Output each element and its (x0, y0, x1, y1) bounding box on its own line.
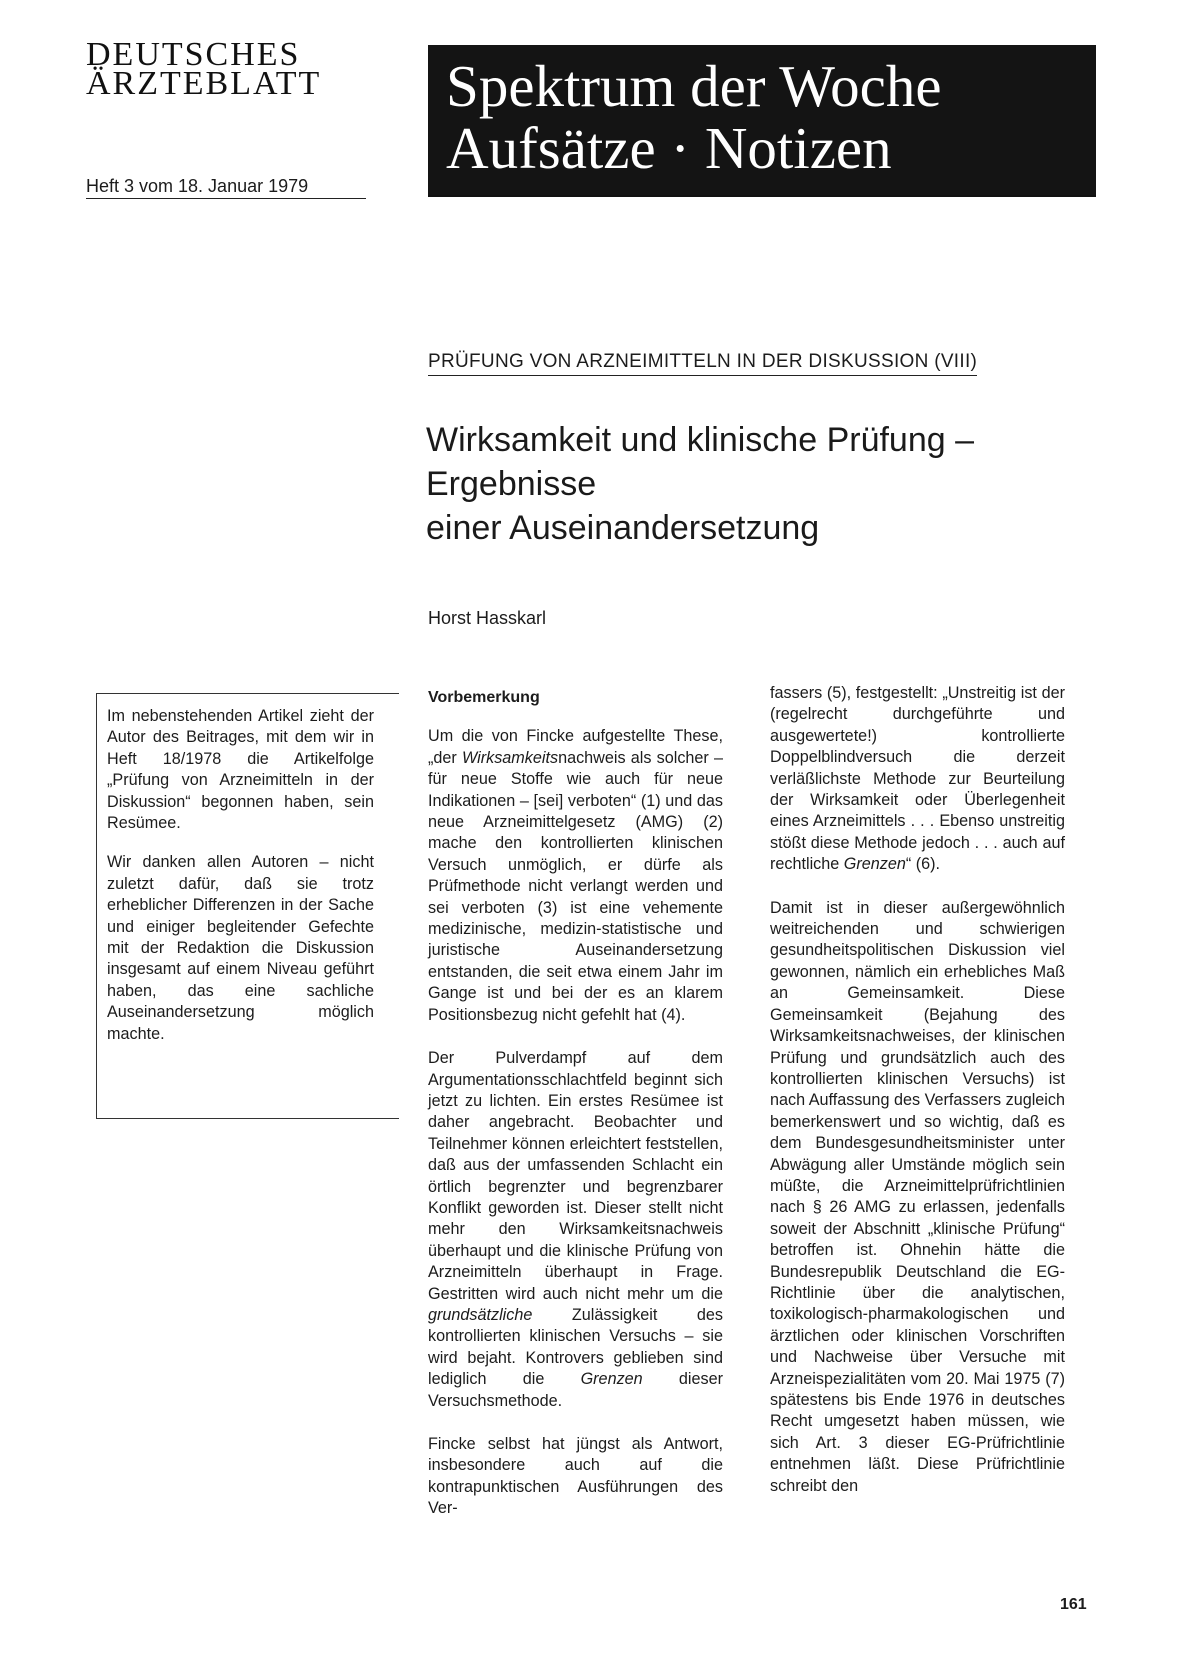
section-subhead: Vorbemerkung (428, 689, 540, 706)
page-number: 161 (1060, 1596, 1087, 1613)
banner-line-1: Spektrum der Woche (446, 53, 942, 119)
italic-text: Grenzen (580, 1370, 643, 1389)
headline-line-3: einer Auseinandersetzung (426, 509, 820, 547)
body-paragraph (770, 683, 1065, 876)
italic-text: Grenzen (843, 855, 906, 874)
article-column-right (770, 683, 1065, 1519)
section-banner (428, 45, 1096, 195)
editorial-note-paragraph-1: Im nebenstehenden Artikel zieht der Autor des Beitrages, mit dem wir in Heft 18/1978 die Artikelfolge „Prüfung von Arzneimitteln in der Diskussion“ begonnen haben, sein Resümee. (107, 707, 374, 833)
banner-line-2: Aufsätze · Notizen (446, 115, 892, 181)
body-paragraph (428, 726, 723, 1026)
body-paragraph: Fincke selbst hat jüngst als Antwort, insbesondere auch auf die kontrapunktischen Ausführungen des Ver- (428, 1435, 723, 1518)
series-title: PRÜFUNG VON ARZNEIMITTELN IN DER DISKUSSION (VIII) (428, 351, 977, 376)
italic-text: grundsätzliche (428, 1305, 533, 1324)
masthead-line-2: ÄRZTEBLATT (86, 65, 322, 102)
headline-line-2: Ergebnisse (426, 465, 597, 503)
text-run: fassers (5), festgestellt: „Unstreitig ist der (regelrecht durchgeführte und ausgewertete!) kontrollierte Doppelblindversuch die derzeit verläßlichste Methode zur Beurteilung der Wirksamkeit oder Überlegenheit eines Arzneimittels . . . Ebenso unstreitig stößt diese Methode jedoch . . . auch auf rechtliche (770, 684, 1065, 874)
editorial-note (107, 706, 374, 1063)
italic-text: Wirksamkeits (461, 748, 559, 767)
author-name: Horst Hasskarl (428, 608, 547, 628)
masthead-line-1: DEUTSCHES (86, 36, 301, 73)
text-run: “ (6). (905, 855, 941, 874)
editorial-note-paragraph-2: Wir danken allen Autoren – nicht zuletzt dafür, daß sie trotz erheblicher Differenzen in der Sache und einiger begleitender Gefechte mit der Redaktion die Diskussion insgesamt auf einem Niveau geführt haben, das eine sachliche Auseinandersetzung möglich machte. (107, 853, 374, 1043)
journal-masthead (86, 36, 322, 102)
headline-line-1: Wirksamkeit und klinische Prüfung – (426, 421, 975, 459)
issue-date: Heft 3 vom 18. Januar 1979 (86, 176, 309, 196)
body-paragraph: Damit ist in dieser außergewöhnlich weitreichenden und schwierigen gesundheitspolitischen Diskussion viel gewonnen, nämlich ein erhebliches Maß an Gemeinsamkeit. Diese Gemeinsamkeit (Bejahung des Wirksamkeitsnachweises, der klinischen Prüfung und grundsätzlich auch des kontrollierten klinischen Versuchs) ist nach Auffassung des Verfassers zugleich bemerkenswert und so wichtig, daß es dem Bundesgesundheitsminister unter Abwägung aller Umstände möglich sein müßte, die Arzneimittelprüfrichtlinien nach § 26 AMG zu erlassen, jedenfalls soweit der Abschnitt „klinische Prüfung“ betroffen ist. Ohnehin hätte die Bundesrepublik Deutschland die EG-Richtlinie über die analytischen, toxikologisch-pharmakologischen und ärztlichen oder klinischen Vorschriften und Nachweise über Versuche mit Arzneispezialitäten vom 20. Mai 1975 (7) spätestens bis Ende 1976 in deutsches Recht umgesetzt haben müssen, wie sich Art. 3 dieser EG-Prüfrichtlinie entnehmen läßt. Diese Prüfrichtlinie schreibt den (770, 898, 1065, 1495)
text-run: dieser Versuchsmethode. (428, 1370, 723, 1410)
header-rule-left (86, 198, 366, 199)
body-paragraph (428, 1048, 723, 1412)
header-rule-right (428, 195, 1096, 197)
article-headline (426, 418, 1106, 550)
text-run: nachweis als solcher – für neue Stoffe wie auch für neue Indikationen – [sei] verboten“ (1) und das neue Arzneimittelgesetz (AMG) (2) mache den kontrollierten klinischen Versuch unmöglich, er dürfe als Prüfmethode nicht verlangt werden und sei verboten (3) ist eine vehemente medizinische, medizin-statistische und juristische Auseinandersetzung entstanden, die seit etwa einem Jahr im Gange ist und bei der es an klarem Positionsbezug nicht gefehlt hat (4). (428, 748, 723, 1024)
article-column-middle (428, 687, 723, 1542)
text-run: Um die von Fincke aufgestellte These, „der (428, 727, 723, 767)
text-run: Zulässigkeit des kontrollierten klinischen Versuchs – sie wird bejaht. Kontrovers geblieben sind lediglich die (428, 1305, 723, 1389)
text-run: Der Pulverdampf auf dem Argumentationsschlachtfeld beginnt sich jetzt zu lichten. Ein erstes Resümee ist daher angebracht. Beobachter und Teilnehmer können erleichtert feststellen, daß aus der umfassenden Schlacht ein örtlich begrenzter und begrenzbarer Konflikt geworden ist. Dieser stellt nicht mehr den Wirksamkeitsnachweis überhaupt und die klinische Prüfung von Arzneimitteln überhaupt in Frage. Gestritten wird auch nicht mehr um die (428, 1049, 723, 1303)
